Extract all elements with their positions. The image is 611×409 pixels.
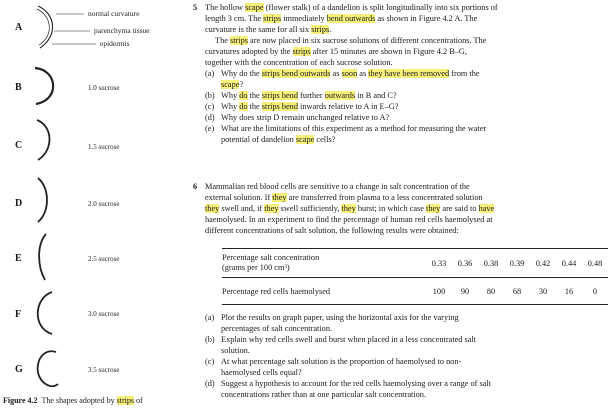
strip-g	[38, 351, 58, 386]
strip-letter: G	[15, 364, 23, 375]
strip-a-outer	[38, 6, 53, 48]
question-6: 6 Mammalian red blood cells are sensitive to a change in salt concentration of the external solution. If they are transferred from plasma to a less concentrated solution they swell and, if they swell sufficiently, they burst; in which case they are said to have haemolysed. In an experiment to find the percentage of human red cells haemolysed at different concentrations of salt solution, the following results were obtained:	[193, 182, 495, 235]
table-cell: 0.42	[530, 249, 556, 278]
sucrose-label: 3.5 sucrose	[88, 366, 120, 374]
label-parenchyma: parenchyma tissue	[94, 26, 150, 35]
sucrose-label: 3.0 sucrose	[88, 310, 120, 318]
table-cell: 0.33	[426, 249, 452, 278]
table-cell: 16	[556, 278, 582, 305]
strip-letter: B	[15, 82, 22, 93]
haemolysis-table	[222, 248, 608, 305]
question-number: 6	[193, 182, 198, 191]
question-6a: (a) Plot the results on graph paper, using the horizontal axis for the varying percentages of salt concentration.	[205, 313, 459, 333]
strip-letter: A	[15, 22, 23, 33]
question-number: 5	[193, 3, 198, 12]
table-cell: 0.36	[452, 249, 478, 278]
sucrose-label: 2.5 sucrose	[88, 255, 120, 263]
question-6b: (b) Explain why red cells swell and burst when placed in a less concentrated salt solution.	[205, 335, 477, 355]
table-cell: 30	[530, 278, 556, 305]
strip-letter: C	[15, 140, 23, 151]
strip-letter: F	[15, 309, 22, 320]
sucrose-label: 1.5 sucrose	[88, 143, 120, 151]
table-cell: 0.44	[556, 249, 582, 278]
question-5e: (e) What are the limitations of this experiment as a method for measuring the water potential of dandelion scape cells?	[205, 124, 487, 144]
table-cell: 100	[426, 278, 452, 305]
label-normal-curvature: normal curvature	[88, 9, 140, 18]
question-6-parts	[205, 312, 607, 400]
table-cell: 90	[452, 278, 478, 305]
strip-a-inner	[37, 9, 49, 45]
question-5d: (d) Why does strip D remain unchanged relative to A?	[205, 113, 390, 122]
row-header: Percentage red cells haemolysed	[222, 278, 426, 305]
question-6c: (c) At what percentage salt solution is the proportion of haemolysed to non- haemolysed cells equal?	[205, 357, 462, 377]
figure-caption: Figure 4.2 The shapes adopted by strips of	[3, 396, 143, 405]
strip-letter: E	[15, 253, 22, 264]
question-5b: (b) Why do the strips bend further outwards in B and C?	[205, 91, 397, 100]
strip-e	[39, 234, 46, 280]
question-5c: (c) Why do the strips bend inwards relative to A in E–G?	[205, 102, 399, 111]
label-epidermis: epidermis	[100, 39, 130, 48]
question-6d: (d) Suggest a hypothesis to account for the red cells haemolysing over a range of salt concentrations rather than at one particular salt concentration.	[205, 379, 492, 399]
row-header: Percentage salt concentration (grams per 100 cm³)	[222, 249, 426, 278]
strip-b	[35, 68, 53, 104]
table-cell: 0	[582, 278, 608, 305]
table-cell: 0.38	[478, 249, 504, 278]
strip-letter: D	[15, 198, 23, 209]
strip-f	[38, 292, 52, 334]
table-cell: 80	[478, 278, 504, 305]
strip-c	[37, 120, 50, 160]
question-5: 5 The hollow scape (flower stalk) of a dandelion is split longitudinally into six portions of length 3 cm. The strips immediately bend outwards as shown in Figure 4.2 A. The curvature is the same for all six strips. The strips are now placed in six sucrose solutions of different concentrations. The curvatures adopted by the strips after 15 minutes are shown in Figure 4.2 B–G, together with the concentration of each sucrose solution. (a) Why do the strips bend outwards as soon as they have been removed from the scape? (b) Why do the strips bend further outwards in B and C? (c) Why do the strips bend inwards relative to A in E–G? (d) Why does strip D remain unchanged relative to A? (e) What are the limitations of this experiment as a method for measuring the water potential of dandelion scape cells?	[205, 2, 607, 145]
sucrose-label: 2.0 sucrose	[88, 200, 120, 208]
table-row	[222, 249, 608, 278]
table-cell: 68	[504, 278, 530, 305]
question-5a: (a) Why do the strips bend outwards as soon as they have been removed from the scape?	[205, 69, 480, 89]
sucrose-label: 1.0 sucrose	[88, 84, 120, 92]
table-cell: 0.39	[504, 249, 530, 278]
table-cell: 0.48	[582, 249, 608, 278]
table-row	[222, 278, 608, 305]
strip-d	[38, 178, 47, 222]
